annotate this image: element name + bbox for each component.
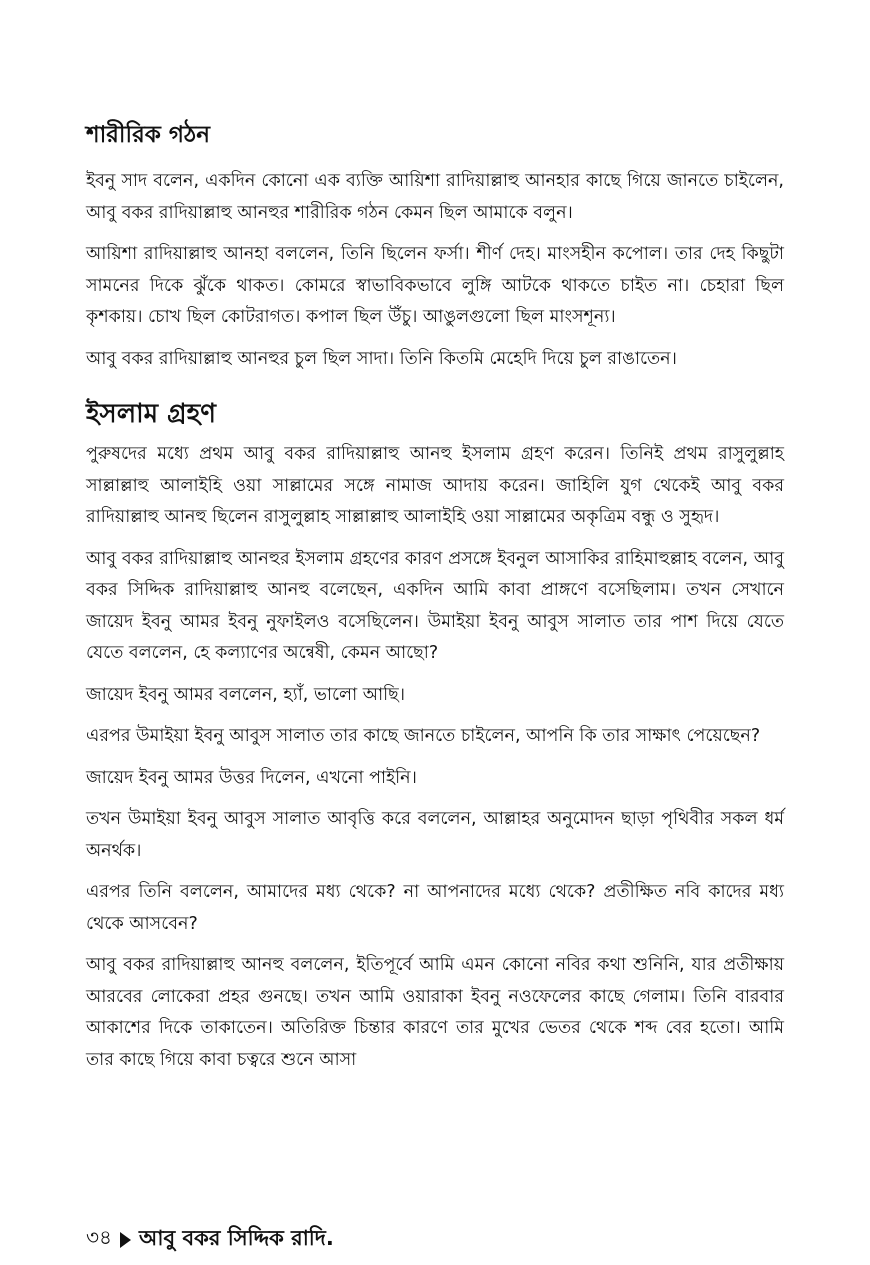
page-footer [86, 1222, 334, 1257]
triangle-right-icon [120, 1232, 131, 1248]
section-physical-appearance [86, 118, 784, 375]
page-number: ৩৪ [86, 1225, 112, 1249]
paragraph: তখন উমাইয়া ইবনু আবুস সালাত আবৃত্তি করে বললেন, আল্লাহর অনুমোদন ছাড়া পৃথিবীর সকল ধর্ম অনর্থক। [86, 809, 784, 861]
section-accepting-islam [86, 397, 784, 1076]
paragraph: জায়েদ ইবনু আমর বললেন, হ্যাঁ, ভালো আছি। [86, 684, 405, 705]
paragraph: পুরুষদের মধ্যে প্রথম আবু বকর রাদিয়াল্লাহু আনহু ইসলাম গ্রহণ করেন। তিনিই প্রথম রাসুলুল্লাহ সাল্লাল্লাহু আলাইহি ওয়া সাল্লামের সঙ্গে নামাজ আদায় করেন। জাহিলি যুগ থেকেই আবু বকর রাদিয়াল্লাহু আনহু ছিলেন রাসুলুল্লাহ সাল্লাল্লাহু আলাইহি ওয়া সাল্লামের অকৃত্রিম বন্ধু ও সুহৃদ। [86, 444, 784, 527]
paragraph: এরপর উমাইয়া ইবনু আবুস সালাত তার কাছে জানতে চাইলেন, আপনি কি তার সাক্ষাৎ পেয়েছেন? [86, 726, 761, 746]
paragraph: এরপর তিনি বললেন, আমাদের মধ্য থেকে? না আপনাদের মধ্যে থেকে? প্রতীক্ষিত নবি কাদের মধ্য থেকে আসবেন? [86, 882, 784, 934]
paragraph: ইবনু সাদ বলেন, একদিন কোনো এক ব্যক্তি আয়িশা রাদিয়াল্লাহু আনহার কাছে গিয়ে জানতে চাইলেন, আবু বকর রাদিয়াল্লাহু আনহুর শারীরিক গঠন কেমন ছিল আমাকে বলুন। [86, 171, 784, 223]
section-heading: ইসলাম গ্রহণ [86, 399, 216, 429]
paragraph: জায়েদ ইবনু আমর উত্তর দিলেন, এখনো পাইনি। [86, 767, 417, 788]
paragraph: আবু বকর রাদিয়াল্লাহু আনহু বললেন, ইতিপূর্বে আমি এমন কোনো নবির কথা শুনিনি, যার প্রতীক্ষায় আরবের লোকেরা প্রহর গুনছে। তখন আমি ওয়ারাকা ইবনু নওফেলের কাছে গেলাম। তিনি বারবার আকাশের দিকে তাকাতেন। অতিরিক্ত চিন্তার কারণে তার মুখের ভেতর থেকে শব্দ বের হতো। আমি তার কাছে গিয়ে কাবা চত্বরে শুনে আসা [86, 955, 784, 1070]
section-heading: শারীরিক গঠন [86, 122, 210, 148]
paragraph: আবু বকর রাদিয়াল্লাহু আনহুর ইসলাম গ্রহণের কারণ প্রসঙ্গে ইবনুল আসাকির রাহিমাহুল্লাহ বলেন, আবু বকর সিদ্দিক রাদিয়াল্লাহু আনহু বলেছেন, একদিন আমি কাবা প্রাঙ্গণে বসেছিলাম। তখন সেখানে জায়েদ ইবনু আমর ইবনু নুফাইলও বসেছিলেন। উমাইয়া ইবনু আবুস সালাত তার পাশ দিয়ে যেতে যেতে বললেন, হে কল্যাণের অন্বেষী, কেমন আছো? [86, 548, 784, 663]
book-title: আবু বকর সিদ্দিক রাদি. [138, 1226, 334, 1250]
paragraph: আয়িশা রাদিয়াল্লাহু আনহা বললেন, তিনি ছিলেন ফর্সা। শীর্ণ দেহ। মাংসহীন কপোল। তার দেহ কিছুটা সামনের দিকে ঝুঁকে থাকত। কোমরে স্বাভাবিকভাবে লুঙ্গি আটকে থাকতে চাইত না। চেহারা ছিল কৃশকায়। চোখ ছিল কোটরাগত। কপাল ছিল উঁচু। আঙুলগুলো ছিল মাংসশূন্য। [86, 244, 784, 327]
paragraph: আবু বকর রাদিয়াল্লাহু আনহুর চুল ছিল সাদা। তিনি কিতমি মেহেদি দিয়ে চুল রাঙাতেন। [86, 348, 677, 369]
